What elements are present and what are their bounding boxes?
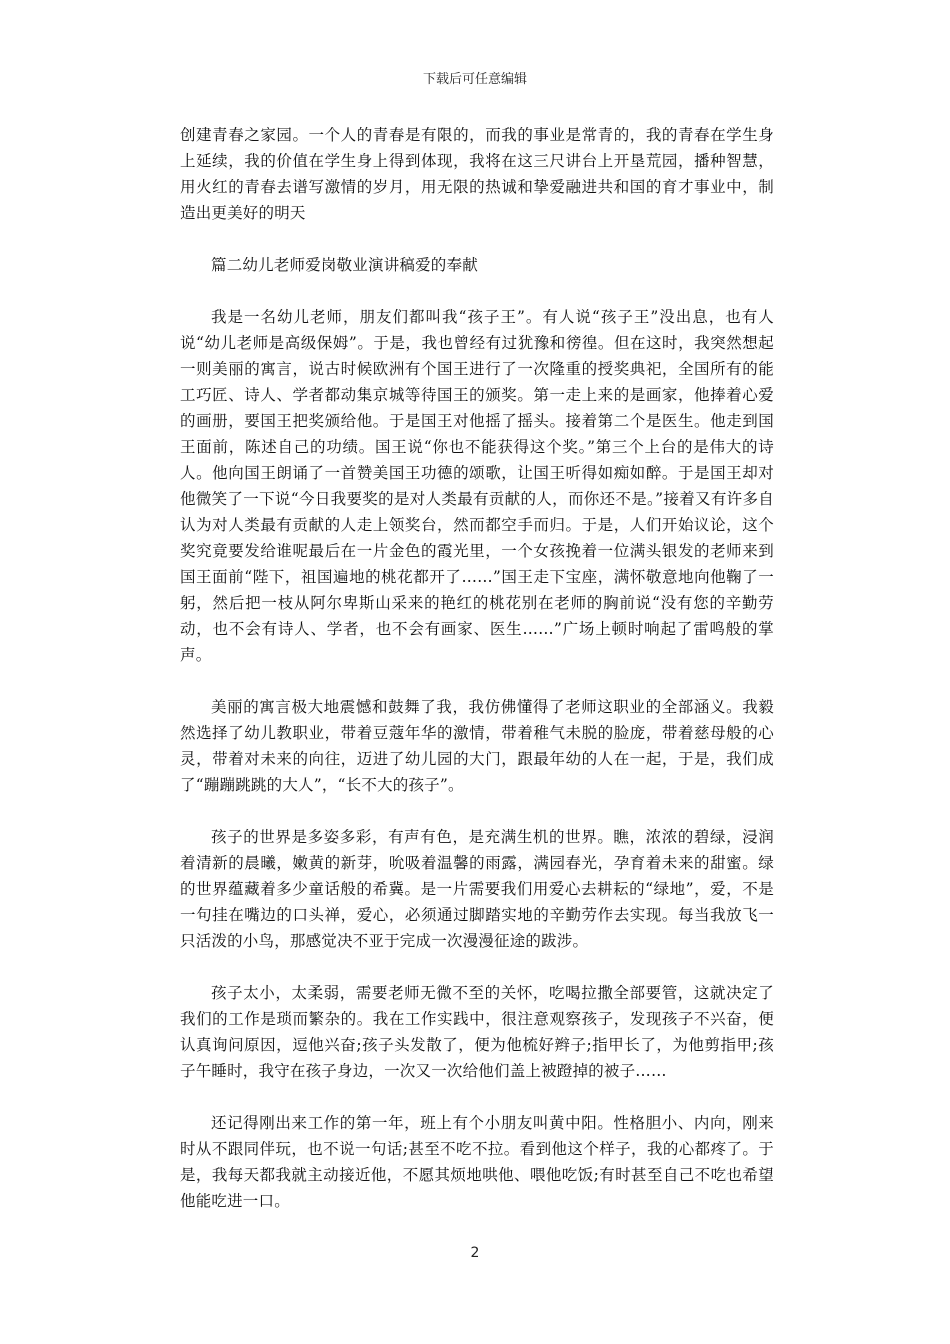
paragraph-gap <box>180 668 774 694</box>
paragraph: 美丽的寓言极大地震憾和鼓舞了我，我仿佛懂得了老师这职业的全部涵义。我毅然选择了幼儿教职业，带着豆蔻年华的激情，带着稚气未脱的脸庞，带着慈母般的心灵，带着对未来的向往，迈进了幼儿园的大门，跟最年幼的人在一起，于是，我们成了“蹦蹦跳跳的大人”，“长不大的孩子”。 <box>180 698 774 794</box>
paragraph-continuation: 创建青春之家园。一个人的青春是有限的，而我的事业是常青的，我的青春在学生身上延续，我的价值在学生身上得到体现，我将在这三尺讲台上开垦荒园，播种智慧，用火红的青春去谱写激情的岁月，用无限的热诚和挚爱融进共和国的育才事业中，制造出更美好的明天 <box>180 126 774 222</box>
paragraph: 孩子的世界是多姿多彩，有声有色，是充满生机的世界。瞧，浓浓的碧绿，浸润着清新的晨曦，嫩黄的新芽，吮吸着温馨的雨露，满园春光，孕育着未来的甜蜜。绿的世界蕴藏着多少童话般的希冀。是一片需要我们用爱心去耕耘的“绿地”，爱，不是一句挂在嘴边的口头禅，爱心，必须通过脚踏实地的辛勤劳作去实现。每当我放飞一只活泼的小鸟，那感觉决不亚于完成一次漫漫征途的跋涉。 <box>180 828 774 950</box>
paragraph-gap <box>180 1084 774 1110</box>
paragraph-gap <box>180 226 774 252</box>
document-body <box>180 122 774 1214</box>
paragraph: 我是一名幼儿老师，朋友们都叫我“孩子王”。有人说“孩子王”没出息，也有人说“幼儿老师是高级保姆”。于是，我也曾经有过犹豫和徬徨。但在这时，我突然想起一则美丽的寓言，说古时候欧洲有个国王进行了一次隆重的授奖典祀，全国所有的能工巧匠、诗人、学者都动集京城等待国王的颁奖。第一走上来的是画家，他捧着心爱的画册，要国王把奖颁给他。于是国王对他摇了摇头。接着第二个是医生。他走到国王面前，陈述自己的功绩。国王说“你也不能获得这个奖。”第三个上台的是伟大的诗人。他向国王朗诵了一首赞美国王功德的颂歌，让国王听得如痴如醉。于是国王却对他微笑了一下说“今日我要奖的是对人类最有贡献的人，而你还不是。”接着又有许多自认为对人类最有贡献的人走上领奖台，然而都空手而归。于是，人们开始议论，这个奖究竟要发给谁呢最后在一片金色的霞光里，一个女孩挽着一位满头银发的老师来到国王面前“陛下，祖国遍地的桃花都开了……”国王走下宝座，满怀敬意地向他鞠了一躬，然后把一枝从阿尔卑斯山采来的艳红的桃花别在老师的胸前说“没有您的辛勤劳动，也不会有诗人、学者，也不会有画家、医生……”广场上顿时响起了雷鸣般的掌声。 <box>180 308 774 664</box>
paragraph-gap <box>180 954 774 980</box>
page-number: 2 <box>470 1245 480 1261</box>
paragraph-gap <box>180 278 774 304</box>
paragraph-gap <box>180 798 774 824</box>
paragraph: 孩子太小，太柔弱，需要老师无微不至的关怀，吃喝拉撒全部要管，这就决定了我们的工作是琐而繁杂的。我在工作实践中，很注意观察孩子，发现孩子不兴奋，便认真询问原因，逗他兴奋;孩子头发散了，便为他梳好辫子;指甲长了，为他剪指甲;孩子午睡时，我守在孩子身边，一次又一次给他们盖上被蹬掉的被子…… <box>180 984 774 1080</box>
paragraph: 还记得刚出来工作的第一年，班上有个小朋友叫黄中阳。性格胆小、内向，刚来时从不跟同伴玩，也不说一句话;甚至不吃不拉。看到他这个样子，我的心都疼了。于是，我每天都我就主动接近他，不愿其烦地哄他、喂他吃饭;有时甚至自己不吃也希望他能吃进一口。 <box>180 1114 774 1210</box>
page-header: 下载后可任意编辑 <box>422 72 527 87</box>
section-heading: 篇二幼儿老师爱岗敬业演讲稿爱的奉献 <box>211 256 478 274</box>
